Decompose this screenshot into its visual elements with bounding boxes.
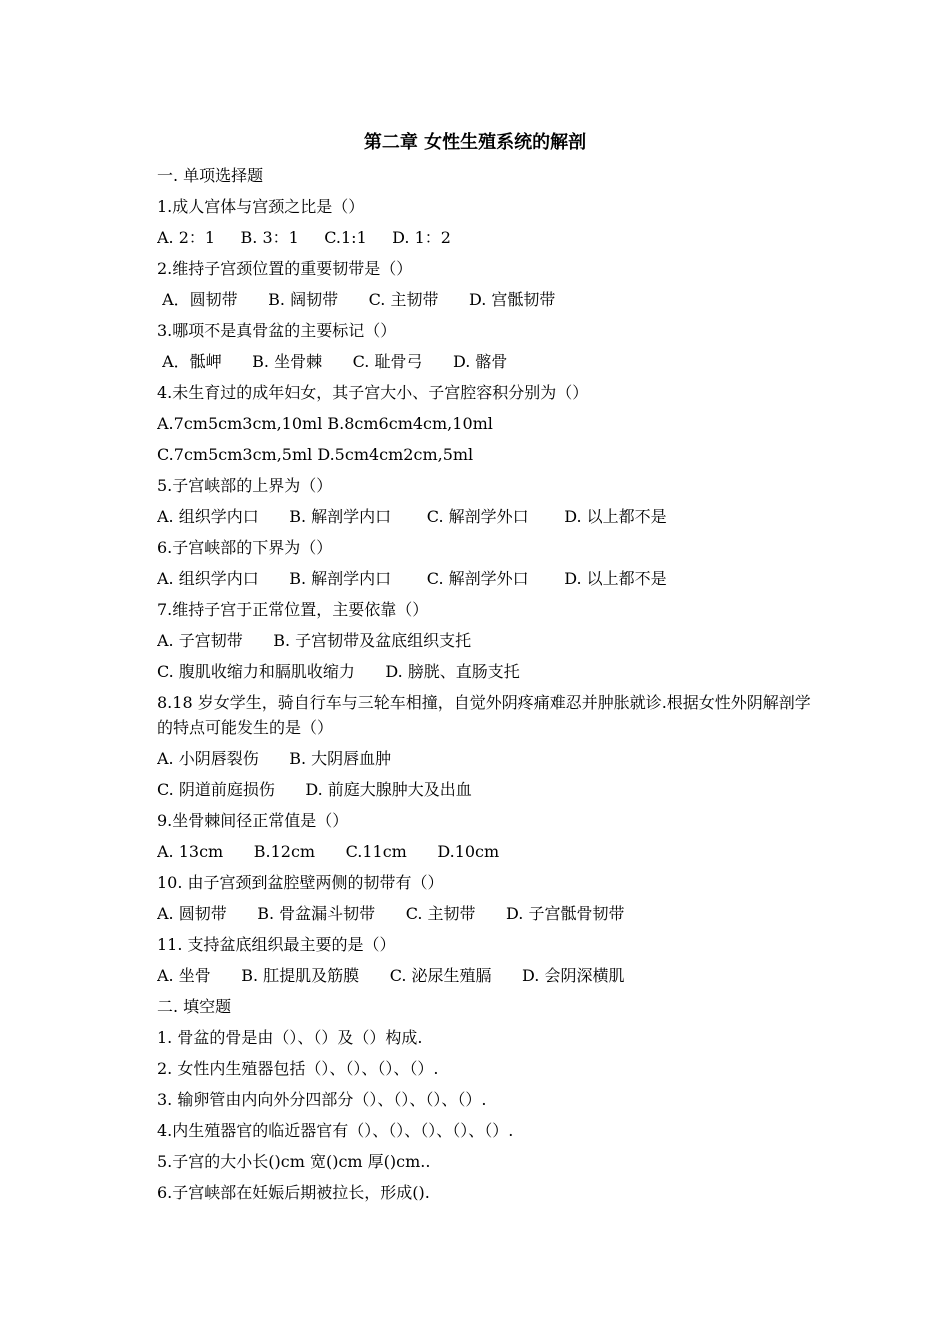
fill-in-question: 1. 骨盆的骨是由（）、（）及（）构成. (157, 1028, 423, 1047)
question-text: 8.18 岁女学生，骑自行车与三轮车相撞，自觉外阴疼痛难忍并肿胀就诊.根据女性外阴解剖学的特点可能发生的是（） (157, 693, 811, 737)
question-text: 2.维持子宫颈位置的重要韧带是（） (157, 259, 413, 278)
question-text: 1.成人宫体与宫颈之比是（） (157, 197, 365, 216)
question-text: 11. 支持盆底组织最主要的是（） (157, 935, 396, 954)
fill-in-question: 5.子宫的大小长()cm 宽()cm 厚()cm.. (157, 1152, 431, 1171)
fill-in-question: 3. 输卵管由内向外分四部分（）、（）、（）、（）. (157, 1090, 487, 1109)
answer-options: A. 子宫韧带 B. 子宫韧带及盆底组织支托 (157, 631, 472, 650)
section-heading: 二. 填空题 (157, 997, 232, 1016)
fill-in-question: 4.内生殖器官的临近器官有（）、（）、（）、（）、（）. (157, 1121, 514, 1140)
answer-options: A. 组织学内口 B. 解剖学内口 C. 解剖学外口 D. 以上都不是 (157, 569, 667, 588)
question-text: 4.未生育过的成年妇女，其子宫大小、子宫腔容积分别为（） (157, 383, 589, 402)
answer-options: A. 圆韧带 B. 骨盆漏斗韧带 C. 主韧带 D. 子宫骶骨韧带 (157, 904, 625, 923)
section-heading: 一. 单项选择题 (157, 166, 264, 185)
answer-options: A. 2：1 B. 3：1 C.1:1 D. 1：2 (157, 228, 451, 247)
document-title: 第二章 女性生殖系统的解剖 (363, 132, 587, 153)
answer-options: A. 组织学内口 B. 解剖学内口 C. 解剖学外口 D. 以上都不是 (157, 507, 667, 526)
fill-in-question: 6.子宫峡部在妊娠后期被拉长，形成(). (157, 1183, 430, 1202)
question-text: 6.子宫峡部的下界为（） (157, 538, 333, 557)
answer-options: C. 腹肌收缩力和膈肌收缩力 D. 膀胱、直肠支托 (157, 662, 520, 681)
question-text: 7.维持子宫于正常位置，主要依靠（） (157, 600, 429, 619)
answer-options: A. 小阴唇裂伤 B. 大阴唇血肿 (157, 749, 392, 768)
document-body (157, 160, 817, 1208)
question-text: 5.子宫峡部的上界为（） (157, 476, 333, 495)
question-text: 10. 由子宫颈到盆腔壁两侧的韧带有（） (157, 873, 444, 892)
answer-options: A. 13cm B.12cm C.11cm D.10cm (157, 842, 500, 861)
answer-options: A．骶岬 B. 坐骨棘 C. 耻骨弓 D. 髂骨 (157, 352, 508, 371)
question-text: 9.坐骨棘间径正常值是（） (157, 811, 349, 830)
answer-options: C.7cm5cm3cm,5ml D.5cm4cm2cm,5ml (157, 445, 474, 464)
question-text: 3.哪项不是真骨盆的主要标记（） (157, 321, 397, 340)
answer-options: A．圆韧带 B. 阔韧带 C. 主韧带 D. 宫骶韧带 (157, 290, 556, 309)
answer-options: A. 坐骨 B. 肛提肌及筋膜 C. 泌尿生殖膈 D. 会阴深横肌 (157, 966, 625, 985)
answer-options: C. 阴道前庭损伤 D. 前庭大腺肿大及出血 (157, 780, 472, 799)
answer-options: A.7cm5cm3cm,10ml B.8cm6cm4cm,10ml (157, 414, 493, 433)
fill-in-question: 2. 女性内生殖器包括（）、（）、（）、（）. (157, 1059, 439, 1078)
